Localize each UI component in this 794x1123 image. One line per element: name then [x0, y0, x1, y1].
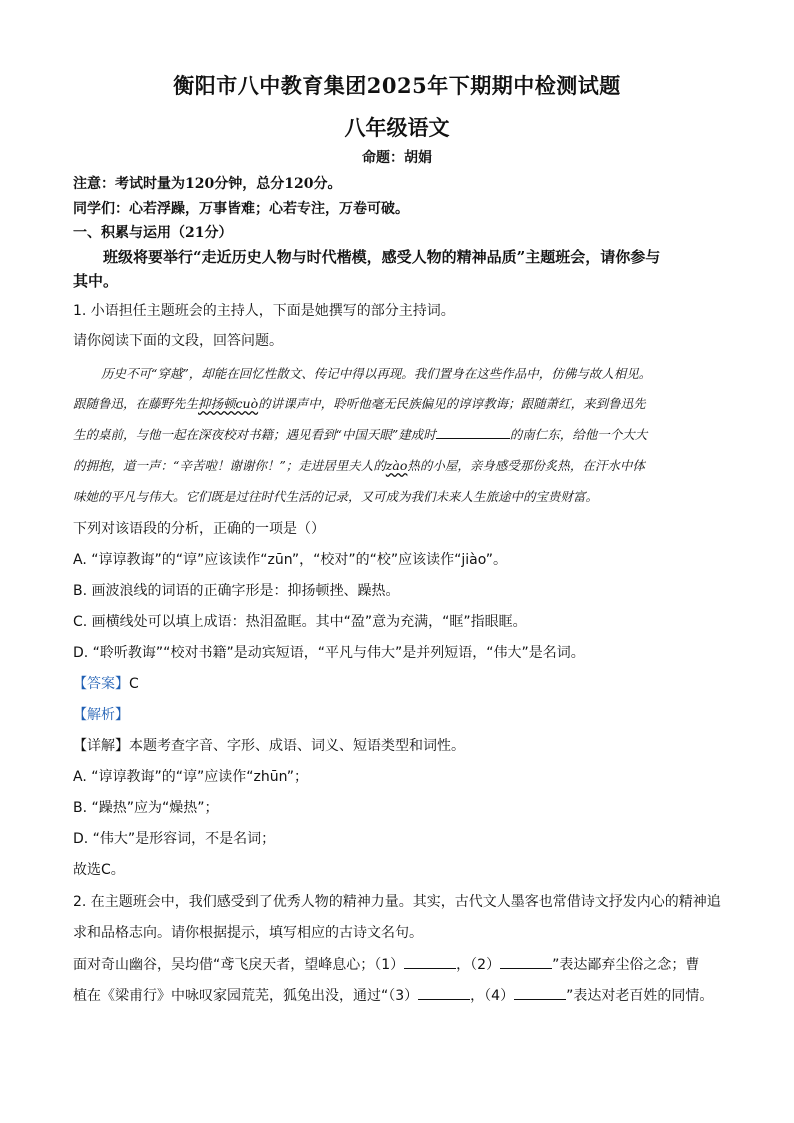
author-line: 命题：胡娟: [362, 150, 432, 166]
analysis-label: 【解析】: [73, 707, 129, 723]
q2-line-1: 2. 在主题班会中，我们感受到了优秀人物的精神力量。其实，古代文人墨客也常借诗文抒发内心的精神追: [73, 894, 721, 910]
answer-label: 【答案】: [73, 676, 129, 692]
answer-value: C: [129, 676, 139, 692]
q2-line-4: [73, 985, 713, 1005]
subject-title: 八年级语文: [344, 115, 450, 140]
section-heading: 一、积累与运用（21分）: [73, 225, 233, 241]
passage-line-2: [73, 394, 646, 412]
q2-text: ，（2）: [456, 957, 501, 973]
fill-blank: [436, 426, 510, 439]
fill-blank: [500, 956, 552, 969]
detail-a: A. “谆谆教诲”的“谆”应读作“zhūn”；: [73, 769, 308, 785]
passage-text: 热的小屋，亲身感受那份炙热，在汗水中体: [407, 458, 645, 473]
passage-text: 生的桌前，与他一起在深夜校对书籍；遇见看到“中国天眼”建成时: [73, 427, 436, 442]
passage-line-5: 味她的平凡与伟大。它们既是过往时代生活的记录，又可成为我们未来人生旅途中的宝贵财富。: [73, 489, 599, 504]
motto: 同学们：心若浮躁，万事皆难；心若专注，万卷可破。: [73, 201, 409, 217]
passage-text: 的拥抱，道一声：“辛苦啦！谢谢你！”；走进居里夫人的: [73, 458, 386, 473]
q1-stem: 1. 小语担任主题班会的主持人，下面是她撰写的部分主持词。: [73, 303, 455, 319]
conclusion: 故选C。: [73, 862, 125, 878]
detail-d: D. “伟大”是形容词，不是名词；: [73, 831, 276, 847]
q2-text: ”表达鄙弃尘俗之念；曹: [552, 957, 700, 973]
option-c: C. 画横线处可以填上成语：热泪盈眶。其中“盈”意为充满，“眶”指眼眶。: [73, 614, 527, 630]
option-a: A. “谆谆教诲”的“谆”应该读作“zūn”，“校对”的“校”应该读作“jiào”。: [73, 552, 508, 568]
answer-line: [73, 673, 139, 693]
fill-blank: [418, 987, 470, 1000]
section-intro-line1: 班级将要举行“走近历史人物与时代楷模，感受人物的精神品质”主题班会，请你参与: [103, 248, 661, 266]
q2-text: 植在《梁甫行》中咏叹家园荒芜，狐兔出没，通过“（3）: [73, 988, 419, 1004]
fill-blank: [514, 987, 566, 1000]
section-intro-line2: 其中。: [73, 272, 119, 290]
passage-text: 的讲课声中，聆听他毫无民族偏见的谆谆教诲；跟随萧红，来到鲁迅先: [258, 396, 646, 411]
q2-text: ，（4）: [470, 988, 515, 1004]
q2-line-3: [73, 954, 699, 974]
q2-text: ”表达对老百姓的同情。: [566, 988, 714, 1004]
q1-question: 下列对该语段的分析，正确的一项是（）: [73, 521, 325, 537]
time-note: 注意：考试时量为120分钟，总分120分。: [73, 176, 342, 192]
passage-text: 跟随鲁迅，在藤野先生: [73, 396, 199, 411]
passage-line-4: [73, 456, 645, 474]
exam-title: 衡阳市八中教育集团2025年下期期中检测试题: [173, 73, 621, 98]
detail-line: 【详解】本题考查字音、字形、成语、词义、短语类型和词性。: [73, 738, 465, 754]
option-d: D. “聆听教诲”“校对书籍”是动宾短语，“平凡与伟大”是并列短语，“伟大”是名词。: [73, 645, 585, 661]
fill-blank: [404, 956, 456, 969]
passage-line-1: 历史不可“穿越”，却能在回忆性散文、传记中得以再现。我们置身在这些作品中，仿佛与故人相见。: [101, 366, 652, 381]
q2-line-2: 求和品格志向。请你根据提示，填写相应的古诗文名句。: [73, 925, 423, 941]
passage-text: 的南仁东，给他一个大大: [509, 427, 648, 442]
wavy-word-1: 抑扬顿cuò: [198, 396, 259, 411]
wavy-word-2: zào: [385, 458, 408, 473]
q2-text: 面对奇山幽谷，吴均借“鸢飞戾天者，望峰息心；（1）: [73, 957, 405, 973]
q1-instruction: 请你阅读下面的文段，回答问题。: [73, 333, 283, 349]
detail-b: B. “躁热”应为“燥热”；: [73, 800, 219, 816]
option-b: B. 画波浪线的词语的正确字形是：抑扬顿挫、躁热。: [73, 583, 400, 599]
passage-line-3: [73, 425, 647, 443]
